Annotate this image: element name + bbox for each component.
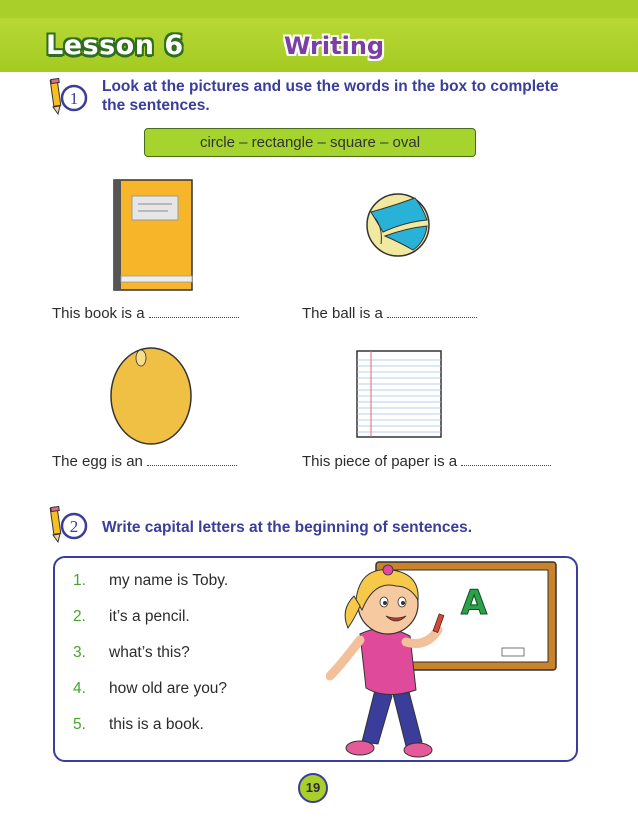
lesson-title: Lesson 6	[46, 30, 184, 61]
board-letter: A	[460, 583, 488, 623]
list-item	[73, 680, 227, 698]
item-number: 3.	[73, 644, 86, 661]
list-item	[73, 572, 228, 590]
sentence-paper	[302, 453, 551, 470]
answer-blank[interactable]	[149, 305, 239, 318]
sentence-text: The egg is an	[52, 453, 143, 470]
exercise1-instruction-line2: the sentences.	[102, 97, 210, 114]
sentence-text: The ball is a	[302, 305, 383, 322]
pencil-icon	[50, 506, 61, 542]
girl-whiteboard-illustration	[326, 556, 562, 762]
list-item	[73, 644, 190, 662]
book-icon	[112, 178, 196, 292]
exercise1-instruction-line1: Look at the pictures and use the words in the box to complete	[102, 78, 559, 95]
paper-sheet-icon	[356, 350, 442, 438]
egg-icon	[108, 334, 194, 446]
item-number: 4.	[73, 680, 86, 697]
eraser-icon	[502, 648, 524, 656]
item-number: 1.	[73, 572, 86, 589]
answer-blank[interactable]	[147, 453, 237, 466]
section-title: Writing	[284, 32, 385, 60]
list-item	[73, 608, 190, 626]
exercise2-instruction: Write capital letters at the beginning of sentences.	[102, 519, 473, 536]
item-number: 2.	[73, 608, 86, 625]
item-text: my name is Toby.	[109, 572, 229, 589]
item-text: it’s a pencil.	[109, 608, 190, 625]
ball-icon	[363, 192, 433, 258]
sentence-text: This book is a	[52, 305, 145, 322]
answer-blank[interactable]	[387, 305, 477, 318]
item-number: 5.	[73, 716, 86, 733]
pencil-number-badge-1	[44, 78, 88, 118]
page-number: 19	[298, 773, 328, 803]
pencil-icon	[50, 78, 61, 114]
answer-blank[interactable]	[461, 453, 551, 466]
sentence-text: This piece of paper is a	[302, 453, 458, 470]
exercise-number-1: 1	[69, 89, 79, 108]
item-text: what’s this?	[109, 644, 190, 661]
sentence-ball	[302, 305, 477, 322]
list-item	[73, 716, 204, 734]
item-text: how old are you?	[109, 680, 228, 697]
word-box: circle – rectangle – square – oval	[144, 128, 476, 157]
pencil-number-badge-2	[44, 506, 88, 546]
item-text: this is a book.	[109, 716, 204, 733]
sentence-book	[52, 305, 239, 322]
sentence-egg	[52, 453, 237, 470]
exercise-number-2: 2	[69, 517, 79, 536]
